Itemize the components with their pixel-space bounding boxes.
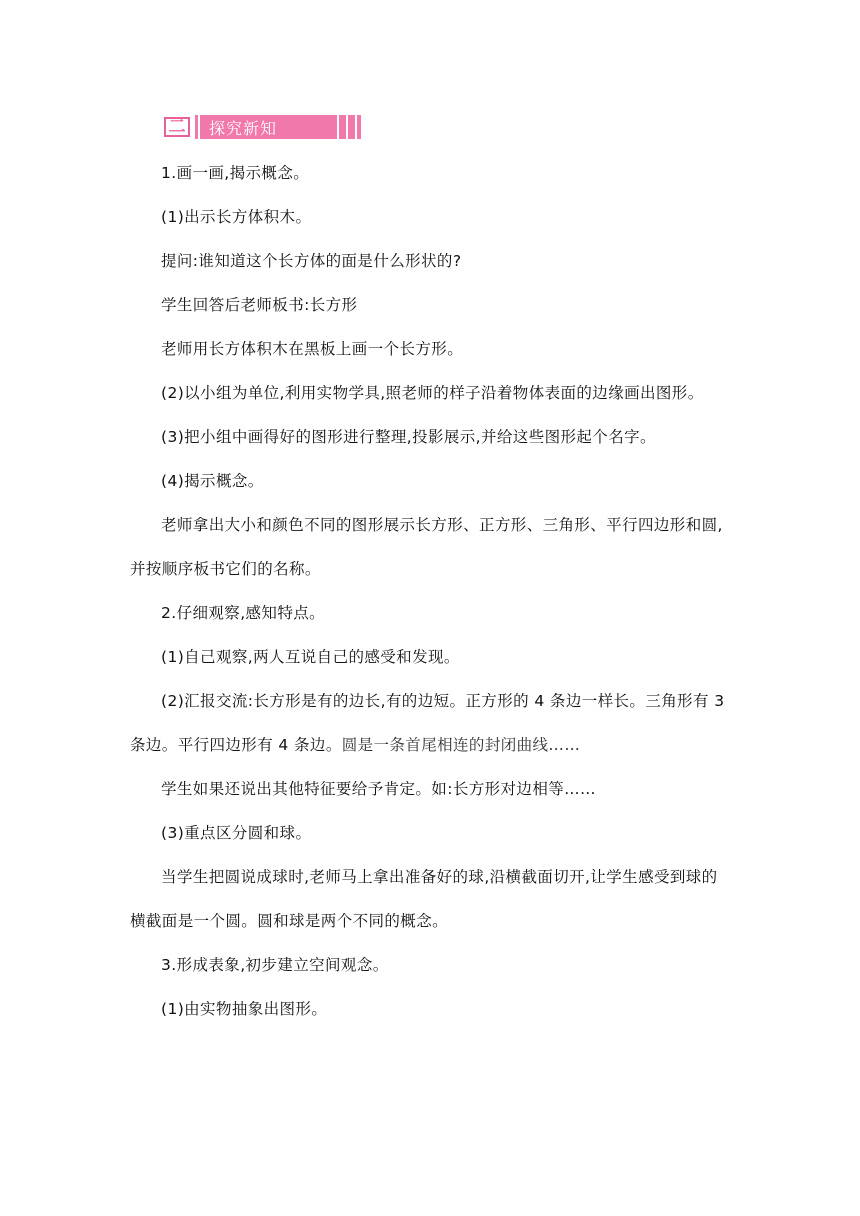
paragraph-tail: 圆是一条首尾相连的封闭曲线…… <box>341 736 581 754</box>
paragraph: 2.仔细观察,感知特点。 <box>161 604 326 622</box>
paragraph: 学生回答后老师板书:长方形 <box>161 296 358 314</box>
banner-tail-decoration <box>330 115 357 139</box>
paragraph: (1)由实物抽象出图形。 <box>161 1000 328 1018</box>
paragraph-text: (2)汇报交流:长方形是有的边长,有的边短。正方形的 4 条边一样长。三角形有 3 条边。平行四边形有 4 条边。 <box>130 692 725 754</box>
section-title-bar <box>193 115 361 139</box>
paragraph: 学生如果还说出其他特征要给予肯定。如:长方形对边相等…… <box>161 780 596 798</box>
paragraph: (3)把小组中画得好的图形进行整理,投影展示,并给这些图形起个名字。 <box>161 428 656 446</box>
paragraph: 当学生把圆说成球时,老师马上拿出准备好的球,沿横截面切开,让学生感受到球的横截面是一个圆。圆和球是两个不同的概念。 <box>130 868 718 930</box>
paragraph: (1)出示长方体积木。 <box>161 208 312 226</box>
paragraph: 老师拿出大小和颜色不同的图形展示长方形、正方形、三角形、平行四边形和圆,并按顺序板书它们的名称。 <box>130 516 723 578</box>
section-banner <box>164 115 361 139</box>
paragraph: 提问:谁知道这个长方体的面是什么形状的? <box>161 252 462 270</box>
section-number: 二 <box>164 117 190 137</box>
paragraph <box>130 679 730 767</box>
lesson-body <box>130 162 730 1042</box>
paragraph: 1.画一画,揭示概念。 <box>161 164 310 182</box>
paragraph: (1)自己观察,两人互说自己的感受和发现。 <box>161 648 460 666</box>
paragraph: (4)揭示概念。 <box>161 472 264 490</box>
banner-stripes-decoration <box>193 115 203 139</box>
paragraph: 老师用长方体积木在黑板上画一个长方形。 <box>161 340 464 358</box>
paragraph: (2)以小组为单位,利用实物学具,照老师的样子沿着物体表面的边缘画出图形。 <box>161 384 704 402</box>
paragraph: (3)重点区分圆和球。 <box>161 824 312 842</box>
section-title: 探究新知 <box>209 118 278 138</box>
paragraph: 3.形成表象,初步建立空间观念。 <box>161 956 389 974</box>
